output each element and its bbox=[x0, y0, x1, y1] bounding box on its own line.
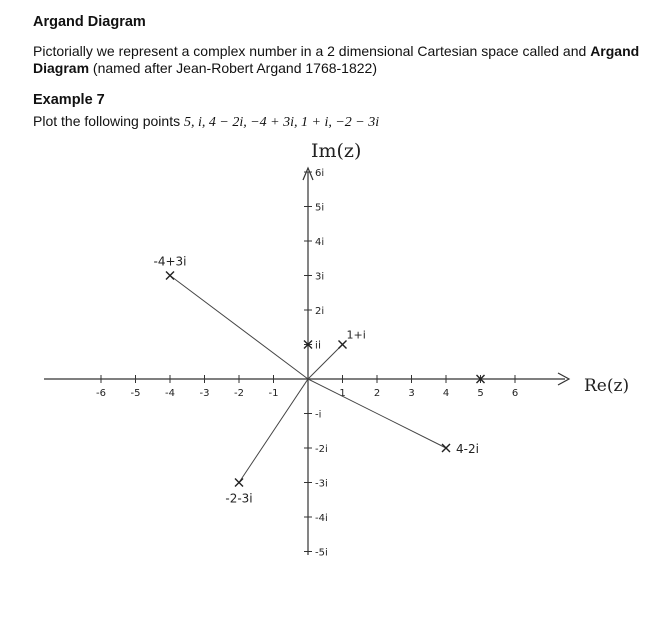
point-line bbox=[170, 276, 308, 380]
y-tick-label: 6i bbox=[315, 168, 325, 179]
x-tick-label: 6 bbox=[511, 388, 519, 399]
section-heading: Argand Diagram bbox=[33, 14, 146, 30]
point-marker bbox=[442, 444, 450, 452]
y-tick-label: -5i bbox=[315, 547, 328, 559]
y-tick-label: -i bbox=[315, 409, 322, 421]
x-tick-label: -6 bbox=[96, 388, 106, 399]
y-tick-label: -4i bbox=[315, 513, 328, 524]
point-marker bbox=[235, 479, 243, 487]
y-tick-label: 3i bbox=[315, 271, 325, 283]
point-line bbox=[308, 345, 343, 380]
y-tick-label: 4i bbox=[315, 237, 325, 248]
y-tick-label: i bbox=[315, 340, 318, 352]
axes bbox=[44, 168, 569, 555]
x-tick-label: -3 bbox=[199, 388, 210, 399]
y-tick-label: 5i bbox=[315, 202, 325, 214]
x-tick-label: -1 bbox=[268, 388, 279, 399]
x-tick-label: -2 bbox=[234, 388, 244, 399]
y-tick-label: -3i bbox=[315, 478, 328, 490]
paragraph-text-after: (named after Jean-Robert Argand 1768-1822) bbox=[89, 60, 377, 76]
y-tick-label: -2i bbox=[315, 444, 328, 455]
x-tick-label: 4 bbox=[442, 388, 450, 399]
x-tick-label: -4 bbox=[165, 388, 175, 399]
paragraph-bold-term: Argand Diagram bbox=[33, 43, 640, 76]
example-title: Example 7 bbox=[33, 92, 105, 108]
im-axis-label: Im(z) bbox=[311, 140, 362, 162]
point-label: -2-3i bbox=[225, 491, 253, 506]
x-tick-label: -5 bbox=[130, 388, 141, 399]
point-marker bbox=[166, 272, 174, 280]
x-tick-label: 1 bbox=[339, 388, 346, 399]
points-list: 5, i, 4 − 2i, −4 + 3i, 1 + i, −2 − 3i bbox=[183, 115, 380, 130]
point-label: -4+3i bbox=[153, 254, 187, 269]
paragraph-text-before: Pictorially we represent a complex number in a 2 dimensional Cartesian space called and bbox=[33, 43, 591, 59]
x-tick-label: 3 bbox=[408, 388, 415, 399]
x-tick-label: 5 bbox=[477, 388, 484, 399]
y-tick-label: 2i bbox=[315, 306, 325, 317]
points bbox=[154, 255, 485, 506]
re-axis-label: Re(z) bbox=[584, 376, 630, 396]
point-label: 1+i bbox=[346, 328, 366, 342]
x-tick-label: 2 bbox=[373, 388, 381, 399]
instruction-text: Plot the following points bbox=[33, 113, 184, 129]
point-label: i bbox=[318, 338, 322, 352]
point-marker bbox=[339, 341, 347, 349]
point-label: 4-2i bbox=[456, 442, 479, 456]
